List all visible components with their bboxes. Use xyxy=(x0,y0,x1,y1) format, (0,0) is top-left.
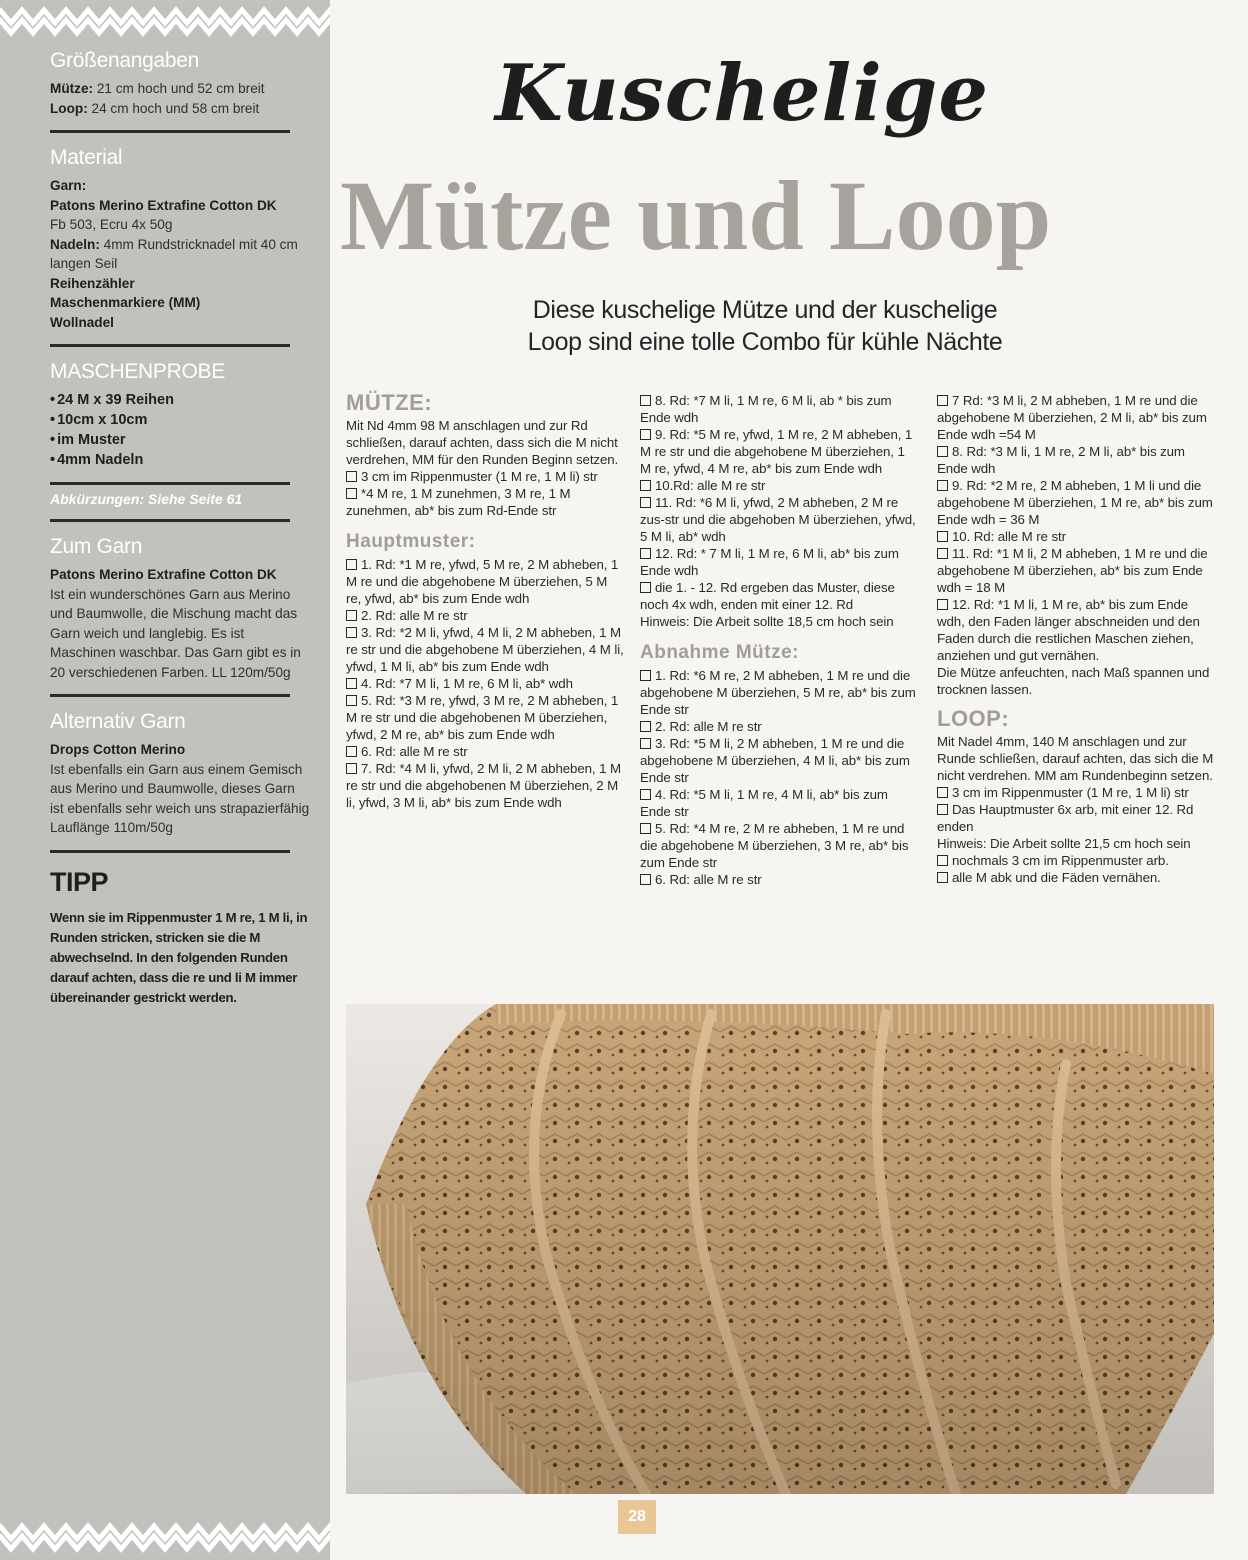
step-text: 6. Rd: alle M re str xyxy=(655,872,762,887)
step xyxy=(937,528,1215,545)
step xyxy=(640,392,916,426)
alternativ-text xyxy=(50,740,312,838)
step-text: 7. Rd: *4 M li, yfwd, 2 M li, 2 M abheben, 1 M re str und die abgehobenen M überziehen, 2 M li, yfwd, 3 M li, ab* bis zum Ende wdh xyxy=(346,761,621,810)
step-text: 8. Rd: *7 M li, 1 M re, 6 M li, ab * bis zum Ende wdh xyxy=(640,393,892,425)
step xyxy=(937,596,1215,664)
hat-note: Hinweis: Die Arbeit sollte 18,5 cm hoch sein xyxy=(640,614,894,629)
step-text: 11. Rd: *1 M li, 2 M abheben, 1 M re und die abgehobene M überziehen, ab* bis zum Ende wdh = 18 M xyxy=(937,546,1208,595)
finish-text: Die Mütze anfeuchten, nach Maß spannen und trocknen lassen. xyxy=(937,665,1210,697)
step xyxy=(640,786,916,820)
loop-size-value: 24 cm hoch und 58 cm breit xyxy=(87,100,260,116)
checkbox-icon[interactable] xyxy=(346,695,357,706)
step xyxy=(640,718,916,735)
divider xyxy=(50,482,290,485)
step xyxy=(937,869,1215,886)
checkbox-icon[interactable] xyxy=(640,738,651,749)
checkbox-icon[interactable] xyxy=(640,789,651,800)
step xyxy=(346,556,624,607)
step xyxy=(640,426,916,477)
checkbox-icon[interactable] xyxy=(640,480,651,491)
sizes-text xyxy=(50,79,312,118)
step xyxy=(640,735,916,786)
step xyxy=(937,852,1215,869)
step xyxy=(937,443,1215,477)
yarn-name: Patons Merino Extrafine Cotton DK xyxy=(50,197,277,213)
step-text: 9. Rd: *5 M re, yfwd, 1 M re, 2 M abheben, 1 M re str und die abgehobene M überziehen, 1 M re, yfwd, 4 M re, ab* bis zum Ende wdh xyxy=(640,427,913,476)
step-text: 3 cm im Rippenmuster (1 M re, 1 M li) str xyxy=(361,469,598,484)
step xyxy=(346,624,624,675)
instructions-column-1 xyxy=(346,392,624,811)
pattern-heading: Hauptmuster: xyxy=(346,531,476,552)
step xyxy=(346,760,624,811)
checkbox-icon[interactable] xyxy=(640,429,651,440)
checkbox-icon[interactable] xyxy=(937,804,948,815)
loop-size-label: Loop: xyxy=(50,100,88,116)
material-item: Reihenzähler xyxy=(50,275,135,291)
step xyxy=(346,607,624,624)
checkbox-icon[interactable] xyxy=(640,548,651,559)
abbreviations-note: Abkürzungen: Siehe Seite 61 xyxy=(50,491,243,507)
sidebar xyxy=(0,0,330,1560)
step-text: 4. Rd: *5 M li, 1 M re, 4 M li, ab* bis zum Ende str xyxy=(640,787,888,819)
step xyxy=(346,675,624,692)
step-text: alle M abk und die Fäden vernähen. xyxy=(952,870,1161,885)
step-text: 6. Rd: alle M re str xyxy=(361,744,468,759)
step xyxy=(640,667,916,718)
step-text: 12. Rd: * 7 M li, 1 M re, 6 M li, ab* bis zum Ende wdh xyxy=(640,546,899,578)
gauge-item: • im Muster xyxy=(50,430,312,450)
step-text: 11. Rd: *6 M li, yfwd, 2 M abheben, 2 M re zus-str und die abgehoben M überziehen, yfwd, 5 M li, ab* wdh xyxy=(640,495,916,544)
hat-heading: MÜTZE: xyxy=(346,390,433,415)
knit-fabric-illustration xyxy=(346,1004,1214,1494)
step-text: 2. Rd: alle M re str xyxy=(361,608,468,623)
subtitle-line-1: Diese kuschelige Mütze und der kuschelige xyxy=(532,296,998,324)
step-text: 7 Rd: *3 M li, 2 M abheben, 1 M re und die abgehobene M überziehen, 2 M li, ab* bis zum Ende wdh =54 M xyxy=(937,393,1207,442)
zum-garn-name: Patons Merino Extrafine Cotton DK xyxy=(50,567,277,582)
step-text: die 1. - 12. Rd ergeben das Muster, diese noch 4x wdh, enden mit einer 12. Rd xyxy=(640,580,895,612)
step-text: 10.Rd: alle M re str xyxy=(655,478,766,493)
step xyxy=(640,545,916,579)
zum-garn-heading: Zum Garn xyxy=(50,535,143,558)
step xyxy=(640,477,916,494)
checkbox-icon[interactable] xyxy=(937,446,948,457)
checkbox-icon[interactable] xyxy=(640,670,651,681)
yarn-label: Garn: xyxy=(50,178,87,193)
tip-heading: TIPP xyxy=(50,866,109,897)
alternativ-heading: Alternativ Garn xyxy=(50,710,186,733)
step xyxy=(346,692,624,743)
zum-garn-text xyxy=(50,565,312,682)
step-text: 9. Rd: *2 M re, 2 M abheben, 1 M li und die abgehobene M überziehen, 1 M re, ab* bis zum Ende wdh = 36 M xyxy=(937,478,1213,527)
step-text: *4 M re, 1 M zunehmen, 3 M re, 1 M zunehmen, ab* bis zum Rd-Ende str xyxy=(346,486,571,518)
step xyxy=(937,784,1215,801)
checkbox-icon[interactable] xyxy=(937,395,948,406)
loop-intro: Mit Nadel 4mm, 140 M anschlagen und zur Runde schließen, darauf achten, das sich die M nicht verdrehen. MM am Rundenbeginn setzen. xyxy=(937,734,1214,783)
hat-size-value: 21 cm hoch und 52 cm breit xyxy=(93,81,265,96)
gauge-item: • 4mm Nadeln xyxy=(50,450,312,470)
title-line-2: Mütze und Loop xyxy=(340,160,1052,271)
checkbox-icon[interactable] xyxy=(937,855,948,866)
material-item: Maschenmarkiere (MM) xyxy=(50,295,201,310)
step xyxy=(640,494,916,545)
knitted-loop-photo xyxy=(346,1004,1214,1494)
checkbox-icon[interactable] xyxy=(640,582,651,593)
loop-note: Hinweis: Die Arbeit sollte 21,5 cm hoch sein xyxy=(937,836,1191,851)
checkbox-icon[interactable] xyxy=(640,823,651,834)
step-text: 3. Rd: *5 M li, 2 M abheben, 1 M re und die abgehobene M überziehen, 4 M li, ab* bis zum Ende str xyxy=(640,736,910,785)
gauge-item: • 10cm x 10cm xyxy=(50,410,312,430)
step xyxy=(346,468,624,485)
yarn-detail: Fb 503, Ecru 4x 50g xyxy=(50,217,173,232)
checkbox-icon[interactable] xyxy=(346,678,357,689)
checkbox-icon[interactable] xyxy=(937,599,948,610)
material-item: Wollnadel xyxy=(50,314,114,330)
checkbox-icon[interactable] xyxy=(346,610,357,621)
step-text: 10. Rd: alle M re str xyxy=(952,529,1066,544)
gauge-item: • 24 M x 39 Reihen xyxy=(50,390,312,410)
step xyxy=(640,871,916,888)
checkbox-icon[interactable] xyxy=(346,559,357,570)
instructions-column-3 xyxy=(937,392,1215,886)
step xyxy=(937,801,1215,835)
step-text: 8. Rd: *3 M li, 1 M re, 2 M li, ab* bis zum Ende wdh xyxy=(937,444,1185,476)
checkbox-icon[interactable] xyxy=(937,548,948,559)
gauge-list xyxy=(50,390,312,470)
checkbox-icon[interactable] xyxy=(346,763,357,774)
checkbox-icon[interactable] xyxy=(346,471,357,482)
step xyxy=(346,743,624,760)
checkbox-icon[interactable] xyxy=(937,480,948,491)
hat-size-label: Mütze: xyxy=(50,81,94,96)
step-text: 1. Rd: *1 M re, yfwd, 5 M re, 2 M abheben, 1 M re und die abgehobene M überziehen, 5 M re, yfwd, ab* bis zum Ende wdh xyxy=(346,557,619,606)
instructions-column-2 xyxy=(640,392,916,888)
knit-border-bottom xyxy=(0,1516,330,1560)
divider xyxy=(50,850,290,853)
divider xyxy=(50,519,290,522)
step xyxy=(937,545,1215,596)
step-text: 3 cm im Rippenmuster (1 M re, 1 M li) str xyxy=(952,785,1189,800)
step-text: 5. Rd: *4 M re, 2 M re abheben, 1 M re und die abgehobene M überziehen, 3 M re, ab* bis zum Ende str xyxy=(640,821,909,870)
subtitle-line-2: Loop sind eine tolle Combo für kühle Nächte xyxy=(527,328,1003,356)
alternativ-name: Drops Cotton Merino xyxy=(50,742,186,757)
alternativ-description: Ist ebenfalls ein Garn aus einem Gemisch aus Merino und Baumwolle, dieses Garn ist ebenfalls sehr weich uns strapazierfähig Lauflänge 110m/50g xyxy=(50,761,310,835)
step-text: nochmals 3 cm im Rippenmuster arb. xyxy=(952,853,1169,868)
zum-garn-description: Ist ein wunderschönes Garn aus Merino und Baumwolle, die Mischung macht das Garn weich und langlebig. Es ist Maschinen waschbar. Das Garn gibt es in 20 verschiedenen Farben. LL 120m/50g xyxy=(50,586,301,680)
step-text: 4. Rd: *7 M li, 1 M re, 6 M li, ab* wdh xyxy=(361,676,573,691)
checkbox-icon[interactable] xyxy=(346,627,357,638)
page-number: 28 xyxy=(618,1500,656,1534)
step xyxy=(640,820,916,871)
material-heading: Material xyxy=(50,146,123,169)
knit-border-top xyxy=(0,0,330,44)
step-text: 5. Rd: *3 M re, yfwd, 3 M re, 2 M abheben, 1 M re str und die abgehobenen M überziehen, yfwd, 2 M re, ab* bis zum Ende wdh xyxy=(346,693,619,742)
decrease-heading: Abnahme Mütze: xyxy=(640,642,799,663)
subtitle xyxy=(480,294,1050,358)
divider xyxy=(50,344,290,347)
checkbox-icon[interactable] xyxy=(346,488,357,499)
step xyxy=(640,579,916,613)
step xyxy=(937,477,1215,528)
tip-text: Wenn sie im Rippenmuster 1 M re, 1 M li, in Runden stricken, stricken sie die M abwechselnd. In den folgenden Runden darauf achten, dass die re und li M immer übereinander gestrickt werden. xyxy=(50,909,308,1005)
gauge-heading: MASCHENPROBE xyxy=(50,360,225,383)
step-text: 1. Rd: *6 M re, 2 M abheben, 1 M re und die abgehobene M überziehen, 5 M re, ab* bis zum Ende str xyxy=(640,668,916,717)
loop-heading: LOOP: xyxy=(937,706,1010,731)
step xyxy=(937,392,1215,443)
divider xyxy=(50,694,290,697)
material-text xyxy=(50,176,312,332)
hat-intro: Mit Nd 4mm 98 M anschlagen und zur Rd schließen, darauf achten, dass sich die M nicht verdrehen, MM für den Runden Beginn setzen. xyxy=(346,418,619,467)
checkbox-icon[interactable] xyxy=(640,874,651,885)
step xyxy=(346,485,624,519)
checkbox-icon[interactable] xyxy=(346,746,357,757)
checkbox-icon[interactable] xyxy=(937,872,948,883)
needles-label: Nadeln: xyxy=(50,236,100,252)
checkbox-icon[interactable] xyxy=(640,395,651,406)
checkbox-icon[interactable] xyxy=(937,787,948,798)
checkbox-icon[interactable] xyxy=(937,531,948,542)
title-line-1: Kuschelige xyxy=(495,48,989,139)
sizes-heading: Größenangaben xyxy=(50,49,200,72)
needles-value: 4mm Rundstricknadel mit 40 cm langen Seil xyxy=(50,236,298,271)
checkbox-icon[interactable] xyxy=(640,497,651,508)
step-text: Das Hauptmuster 6x arb, mit einer 12. Rd enden xyxy=(937,802,1194,834)
step-text: 2. Rd: alle M re str xyxy=(655,719,762,734)
divider xyxy=(50,130,290,133)
step-text: 3. Rd: *2 M li, yfwd, 4 M li, 2 M abheben, 1 M re str und die abgehobene M überziehen, 4 M li, yfwd, 1 M li, ab* bis zum Ende wdh xyxy=(346,625,624,674)
step-text: 12. Rd: *1 M li, 1 M re, ab* bis zum Ende wdh, den Faden länger abschneiden und den Faden durch die restlichen Maschen ziehen, anziehen und gut vernähen. xyxy=(937,597,1200,663)
checkbox-icon[interactable] xyxy=(640,721,651,732)
